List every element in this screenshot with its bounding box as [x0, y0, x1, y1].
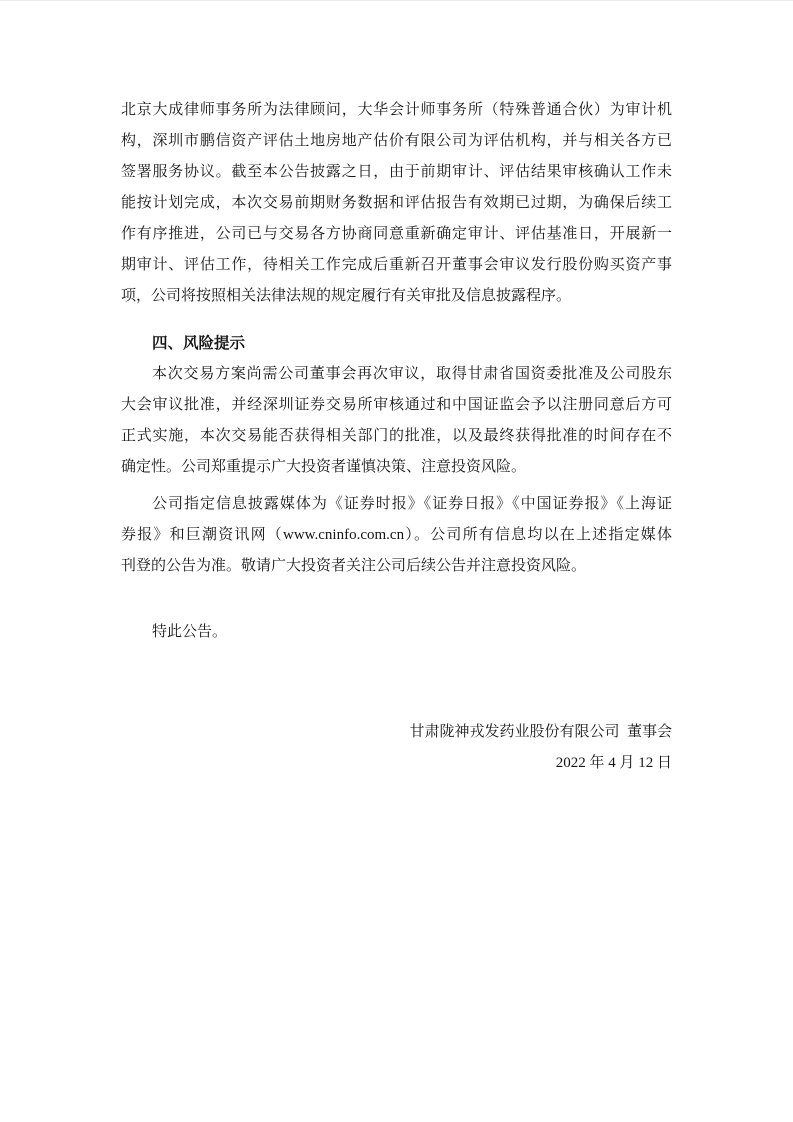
closing-statement: 特此公告。: [152, 624, 228, 640]
text-line: 能按计划完成，本次交易前期财务数据和评估报告有效期已过期，为确保后续工: [121, 195, 672, 211]
paragraph-approval-uncertainty: [121, 359, 672, 483]
text-line: 正式实施，本次交易能否获得相关部门的批准，以及最终获得批准的时间存在不: [121, 428, 672, 444]
signature-block: [121, 717, 672, 779]
text-line: 公司指定信息披露媒体为《证券时报》《证券日报》《中国证券报》《上海证: [152, 496, 672, 512]
text-line: 构，深圳市鹏信资产评估土地房地产估价有限公司为评估机构，并与相关各方已: [121, 133, 672, 149]
paragraph-disclosure-media: [121, 489, 672, 582]
text-line: 大会审议批准，并经深圳证券交易所审核通过和中国证监会予以注册同意后方可: [121, 397, 672, 413]
text-line: 签署服务协议。截至本公告披露之日，由于前期审计、评估结果审核确认工作未: [121, 164, 672, 180]
text-line: 本次交易方案尚需公司董事会再次审议，取得甘肃省国资委批准及公司股东: [152, 366, 672, 382]
paragraph-intermediaries-audit-status: [121, 95, 672, 312]
document-page: [0, 1, 793, 779]
text-line: 北京大成律师事务所为法律顾问，大华会计师事务所（特殊普通合伙）为审计机: [121, 102, 672, 118]
text-line: 作有序推进，公司已与交易各方协商同意重新确定审计、评估基准日，开展新一: [121, 226, 672, 242]
text-line: 项，公司将按照相关法律法规的规定履行有关审批及信息披露程序。: [121, 288, 572, 304]
signature-company-board: 甘肃陇神戎发药业股份有限公司 董事会: [409, 724, 672, 740]
text-line: 期审计、评估工作，待相关工作完成后重新召开董事会审议发行股份购买资产事: [121, 257, 672, 273]
text-line: 券报》和巨潮资讯网（www.cninfo.com.cn）。公司所有信息均以在上述指定媒体: [121, 527, 672, 543]
section-heading-risk-notice: 四、风险提示: [152, 335, 246, 352]
text-line: 确定性。公司郑重提示广大投资者谨慎决策、注意投资风险。: [121, 459, 527, 475]
signature-date: 2022 年 4 月 12 日: [555, 755, 672, 771]
text-line: 刊登的公告为准。敬请广大投资者关注公司后续公告并注意投资风险。: [121, 558, 587, 574]
